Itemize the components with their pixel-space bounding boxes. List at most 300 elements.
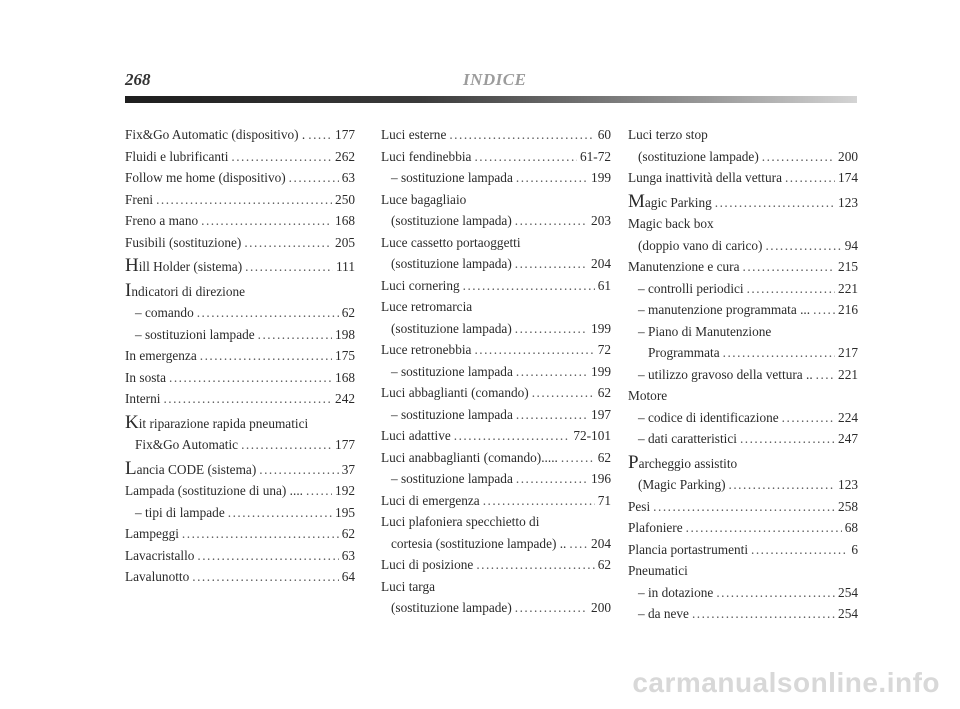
entry-label xyxy=(125,367,166,389)
leader-dots xyxy=(241,434,332,456)
entry-text: archeggio assistito xyxy=(638,455,738,471)
entry-label xyxy=(125,459,256,481)
index-entry xyxy=(628,364,858,386)
entry-label xyxy=(381,146,471,168)
entry-label xyxy=(638,582,713,604)
entry-text: Plancia portastrumenti xyxy=(628,541,749,557)
letter-initial: M xyxy=(628,190,645,212)
entry-text: Luce cassetto portaoggetti xyxy=(381,234,521,250)
index-line xyxy=(125,167,355,189)
entry-text: In sosta xyxy=(125,369,166,385)
index-line xyxy=(628,342,858,364)
entry-label xyxy=(391,361,513,383)
entry-label xyxy=(628,124,708,146)
entry-text: Pesi xyxy=(628,498,651,514)
index-entry xyxy=(628,496,858,518)
entry-label xyxy=(638,474,726,496)
entry-text: – sostituzione lampada xyxy=(391,363,513,379)
leader-dots xyxy=(245,256,333,278)
entry-label xyxy=(135,302,194,324)
entry-text: it riparazione rapida pneumatici xyxy=(138,415,309,431)
index-line xyxy=(628,146,858,168)
page-ref: 61 xyxy=(597,277,611,293)
index-line xyxy=(381,167,611,189)
header-rule xyxy=(125,96,857,103)
entry-label xyxy=(391,253,512,275)
entry-label xyxy=(125,167,286,189)
entry-text: – in dotazione xyxy=(638,584,714,600)
index-entry xyxy=(381,382,611,404)
entry-text: ancia CODE (sistema) xyxy=(136,461,257,477)
entry-label xyxy=(628,453,737,475)
page-ref: 205 xyxy=(335,234,355,250)
leader-dots xyxy=(258,324,332,346)
index-entry xyxy=(381,232,611,275)
index-line xyxy=(381,490,611,512)
index-line xyxy=(628,428,858,450)
leader-dots xyxy=(785,167,835,189)
index-line xyxy=(628,213,858,235)
page-ref: 168 xyxy=(335,213,355,228)
entry-label xyxy=(381,189,466,211)
entry-label xyxy=(381,124,446,146)
page-ref: 62 xyxy=(341,526,355,541)
entry-text: – utilizzo gravoso della vettura .. xyxy=(638,366,813,382)
page-ref: 37 xyxy=(341,461,355,477)
index-line xyxy=(125,459,355,481)
entry-text: – sostituzione lampada xyxy=(391,170,513,185)
page-number: 268 xyxy=(125,70,151,89)
entry-label xyxy=(638,299,810,321)
index-entry xyxy=(381,576,611,619)
leader-dots xyxy=(201,210,332,232)
page-ref: 216 xyxy=(838,302,858,317)
entry-label xyxy=(381,511,539,533)
leader-dots xyxy=(516,361,588,383)
entry-text: (Magic Parking) xyxy=(638,477,726,492)
entry-text: Luci cornering xyxy=(381,277,460,293)
entry-label xyxy=(135,502,225,524)
entry-text: Freni xyxy=(125,191,154,207)
entry-text: Lampeggi xyxy=(125,526,179,541)
entry-text: Programmata xyxy=(648,345,720,360)
page-ref: 177 xyxy=(335,127,355,142)
entry-text: Lunga inattività della vettura xyxy=(628,170,782,185)
leader-dots xyxy=(716,582,835,604)
index-line xyxy=(381,296,611,318)
entry-text: Fix&Go Automatic (dispositivo) . xyxy=(125,127,306,142)
index-entry xyxy=(125,345,355,367)
index-line xyxy=(628,539,858,561)
entry-label xyxy=(391,597,512,619)
index-line xyxy=(125,434,355,456)
letter-initial: P xyxy=(628,451,639,473)
entry-text: agic Parking xyxy=(644,194,712,210)
index-entry xyxy=(381,425,611,447)
index-line xyxy=(628,560,858,582)
page-ref: 62 xyxy=(597,557,611,572)
index-line xyxy=(125,146,355,168)
entry-text: Luci esterne xyxy=(381,127,447,142)
index-entry xyxy=(381,404,611,426)
leader-dots xyxy=(463,275,595,297)
index-entry xyxy=(125,480,355,502)
index-line xyxy=(381,361,611,383)
index-entry xyxy=(628,299,858,321)
page-ref: 168 xyxy=(335,369,355,385)
leader-dots xyxy=(532,382,595,404)
entry-text: – sostituzione lampada xyxy=(391,406,513,422)
entry-text: Manutenzione e cura xyxy=(628,259,740,274)
leader-dots xyxy=(454,425,571,447)
entry-label xyxy=(638,428,737,450)
page-ref: 68 xyxy=(844,520,858,535)
leader-dots xyxy=(715,192,835,214)
index-line xyxy=(628,453,858,475)
leader-dots xyxy=(743,256,836,278)
entry-text: Luci anabbaglianti (comando)..... xyxy=(381,449,558,465)
index-line xyxy=(381,232,611,254)
leader-dots xyxy=(169,367,332,389)
page-ref: 196 xyxy=(591,471,611,486)
leader-dots xyxy=(816,364,835,386)
index-entry xyxy=(628,192,858,214)
page-ref: 221 xyxy=(838,280,858,296)
index-line xyxy=(125,480,355,502)
leader-dots xyxy=(197,302,339,324)
entry-text: – manutenzione programmata ... xyxy=(638,302,811,317)
entry-label xyxy=(125,413,308,435)
index-line xyxy=(628,124,858,146)
leader-dots xyxy=(516,468,588,490)
entry-text: ill Holder (sistema) xyxy=(138,259,243,274)
leader-dots xyxy=(306,480,332,502)
entry-text: – tipi di lampade xyxy=(135,504,225,520)
entry-label xyxy=(125,146,228,168)
index-line xyxy=(125,302,355,324)
index-entry xyxy=(125,210,355,232)
index-line xyxy=(125,232,355,254)
index-entry xyxy=(381,275,611,297)
index-line xyxy=(125,388,355,410)
page-ref: 63 xyxy=(341,547,355,563)
entry-text: (doppio vano di carico) xyxy=(638,237,763,253)
index-line xyxy=(628,474,858,496)
entry-text: Freno a mano xyxy=(125,213,199,228)
leader-dots xyxy=(474,146,577,168)
index-line xyxy=(628,364,858,386)
page-ref: 177 xyxy=(335,437,355,452)
entry-text: Luci di emergenza xyxy=(381,492,480,508)
entry-text: Luci di posizione xyxy=(381,557,474,572)
entry-label xyxy=(628,517,683,539)
page-ref: 197 xyxy=(591,406,611,422)
leader-dots xyxy=(476,554,594,576)
leader-dots xyxy=(200,345,332,367)
index-line xyxy=(381,597,611,619)
page-ref: 62 xyxy=(597,385,611,400)
index-line xyxy=(381,554,611,576)
leader-dots xyxy=(163,388,332,410)
leader-dots xyxy=(197,545,338,567)
leader-dots xyxy=(449,124,594,146)
entry-text: Motore xyxy=(628,388,668,403)
leader-dots xyxy=(259,459,338,481)
leader-dots xyxy=(813,299,835,321)
leader-dots xyxy=(515,318,588,340)
letter-initial: H xyxy=(125,255,139,276)
index-entry xyxy=(628,603,858,625)
entry-label xyxy=(638,603,689,625)
index-entry xyxy=(381,167,611,189)
index-line xyxy=(628,278,858,300)
index-line xyxy=(628,321,858,343)
entry-text: – dati caratteristici xyxy=(638,431,737,446)
letter-initial: I xyxy=(125,279,132,301)
entry-label xyxy=(125,566,189,588)
entry-text: – da neve xyxy=(638,606,689,621)
index-line xyxy=(381,189,611,211)
index-column-2 xyxy=(381,124,611,619)
index-line xyxy=(125,545,355,567)
entry-label xyxy=(125,545,194,567)
page-ref: 198 xyxy=(335,326,355,342)
entry-text: – sostituzioni lampade xyxy=(135,326,255,342)
index-column-3 xyxy=(628,124,858,625)
leader-dots xyxy=(561,447,595,469)
entry-text: Luce retronebbia xyxy=(381,342,472,357)
index-entry xyxy=(381,339,611,361)
entry-label xyxy=(125,388,160,410)
entry-label xyxy=(638,407,779,429)
index-entry xyxy=(628,256,858,278)
page-ref: 215 xyxy=(838,259,858,274)
index-line xyxy=(628,167,858,189)
entry-text: Fix&Go Automatic xyxy=(135,437,239,452)
section-title: INDICE xyxy=(463,70,527,89)
letter-initial: L xyxy=(125,457,137,479)
index-line xyxy=(381,533,611,555)
page-ref: 64 xyxy=(341,569,355,584)
index-entry xyxy=(125,459,355,481)
entry-text: Lavacristallo xyxy=(125,547,195,563)
index-entry xyxy=(381,361,611,383)
entry-text: Luci fendinebbia xyxy=(381,148,472,164)
entry-label xyxy=(648,342,720,364)
index-line xyxy=(628,496,858,518)
index-line xyxy=(628,407,858,429)
index-entry xyxy=(125,367,355,389)
page-ref: 123 xyxy=(838,194,858,210)
leader-dots xyxy=(569,533,588,555)
leader-dots xyxy=(192,566,338,588)
entry-text: Fusibili (sostituzione) xyxy=(125,234,242,250)
entry-label xyxy=(628,560,688,582)
entry-label xyxy=(638,364,813,386)
index-line xyxy=(381,511,611,533)
entry-label xyxy=(381,275,460,297)
leader-dots xyxy=(289,167,339,189)
entry-text: – codice di identificazione xyxy=(638,409,779,425)
page-ref: 60 xyxy=(597,127,611,142)
entry-label xyxy=(391,167,513,189)
entry-text: Luci terzo stop xyxy=(628,127,708,142)
entry-label xyxy=(628,167,782,189)
entry-label xyxy=(638,146,759,168)
index-entry xyxy=(381,511,611,554)
index-entry xyxy=(125,189,355,211)
index-line xyxy=(381,339,611,361)
page-ref: 62 xyxy=(597,449,611,465)
index-entry xyxy=(381,447,611,469)
page-ref: 123 xyxy=(838,477,858,492)
page-ref: 71 xyxy=(597,492,611,508)
index-line xyxy=(628,603,858,625)
entry-label xyxy=(381,382,529,404)
entry-text: Luci abbaglianti (comando) xyxy=(381,385,529,400)
entry-text: (sostituzione lampada) xyxy=(391,320,512,336)
page-ref: 63 xyxy=(341,170,355,185)
index-entry xyxy=(628,539,858,561)
entry-text: Luci adattive xyxy=(381,428,451,443)
entry-text: – comando xyxy=(135,305,194,320)
entry-text: Interni xyxy=(125,391,161,406)
entry-text: – controlli periodici xyxy=(638,280,744,296)
entry-text: (sostituzione lampada) xyxy=(391,256,512,271)
page-ref: 111 xyxy=(336,259,355,274)
index-entry xyxy=(381,468,611,490)
page-ref: 174 xyxy=(838,170,858,185)
leader-dots xyxy=(308,124,332,146)
index-line xyxy=(381,318,611,340)
leader-dots xyxy=(740,428,835,450)
index-entry xyxy=(628,167,858,189)
page-ref: 224 xyxy=(838,409,858,425)
index-line xyxy=(125,345,355,367)
entry-label xyxy=(638,321,771,343)
index-line xyxy=(381,447,611,469)
entry-text: Lavalunotto xyxy=(125,569,190,584)
index-line xyxy=(381,124,611,146)
index-entry xyxy=(125,566,355,588)
page-ref: 6 xyxy=(851,541,858,557)
index-line xyxy=(628,385,858,407)
index-line xyxy=(125,566,355,588)
index-line xyxy=(125,324,355,346)
index-line xyxy=(628,192,858,214)
entry-text: (sostituzione lampade) xyxy=(391,600,512,615)
entry-text: Follow me home (dispositivo) xyxy=(125,170,286,185)
leader-dots xyxy=(156,189,332,211)
entry-text: – Piano di Manutenzione xyxy=(638,323,772,339)
entry-label xyxy=(125,345,197,367)
leader-dots xyxy=(686,517,842,539)
leader-dots xyxy=(474,339,594,361)
entry-label xyxy=(381,296,472,318)
index-entry xyxy=(381,554,611,576)
leader-dots xyxy=(516,404,588,426)
index-entry xyxy=(628,428,858,450)
page-ref: 242 xyxy=(335,391,355,406)
page-ref: 247 xyxy=(838,431,858,446)
leader-dots xyxy=(515,210,588,232)
entry-label xyxy=(125,124,305,146)
entry-label xyxy=(628,496,650,518)
page-ref: 203 xyxy=(591,213,611,228)
entry-label xyxy=(125,232,241,254)
leader-dots xyxy=(516,167,588,189)
page-ref: 200 xyxy=(838,148,858,164)
entry-text: – sostituzione lampada xyxy=(391,471,513,486)
index-entry xyxy=(125,281,355,346)
entry-label xyxy=(628,539,748,561)
index-line xyxy=(628,582,858,604)
index-line xyxy=(628,256,858,278)
index-line xyxy=(125,367,355,389)
entry-text: cortesia (sostituzione lampade) .. xyxy=(391,535,567,551)
index-entry xyxy=(125,146,355,168)
entry-text: ndicatori di direzione xyxy=(131,283,246,299)
index-entry xyxy=(125,502,355,524)
page-ref: 221 xyxy=(838,366,858,382)
index-entry xyxy=(628,124,858,167)
leader-dots xyxy=(723,342,835,364)
index-entry xyxy=(125,388,355,410)
watermark: carmanualsonline.info xyxy=(632,667,940,698)
entry-label xyxy=(391,468,513,490)
entry-text: In emergenza xyxy=(125,348,197,363)
leader-dots xyxy=(182,523,339,545)
page-ref: 199 xyxy=(591,170,611,185)
index-line xyxy=(381,425,611,447)
index-line xyxy=(381,382,611,404)
index-line xyxy=(125,281,355,303)
entry-label xyxy=(125,480,303,502)
entry-text: Luce bagagliaio xyxy=(381,191,467,207)
index-entry xyxy=(628,321,858,364)
page-ref: 175 xyxy=(335,348,355,363)
entry-text: Lampada (sostituzione di una) .... xyxy=(125,483,303,498)
index-line xyxy=(381,253,611,275)
page-ref: 250 xyxy=(335,191,355,207)
leader-dots xyxy=(231,146,332,168)
page-ref: 199 xyxy=(591,320,611,336)
entry-label xyxy=(391,210,512,232)
entry-label xyxy=(125,281,245,303)
entry-label xyxy=(381,232,521,254)
entry-label xyxy=(125,523,179,545)
index-line xyxy=(628,299,858,321)
page-ref: 200 xyxy=(591,600,611,615)
index-entry xyxy=(125,124,355,146)
entry-label xyxy=(638,235,762,257)
leader-dots xyxy=(515,597,588,619)
entry-text: Plafoniere xyxy=(628,520,683,535)
index-line xyxy=(628,517,858,539)
index-line xyxy=(381,146,611,168)
leader-dots xyxy=(515,253,588,275)
index-line xyxy=(125,502,355,524)
leader-dots xyxy=(729,474,836,496)
entry-label xyxy=(135,434,238,456)
index-line xyxy=(381,275,611,297)
page-ref: 72-101 xyxy=(573,428,611,443)
page-ref: 94 xyxy=(844,237,858,253)
page-ref: 199 xyxy=(591,363,611,379)
page-ref: 195 xyxy=(335,504,355,520)
index-entry xyxy=(628,385,858,407)
page-ref: 192 xyxy=(335,483,355,498)
